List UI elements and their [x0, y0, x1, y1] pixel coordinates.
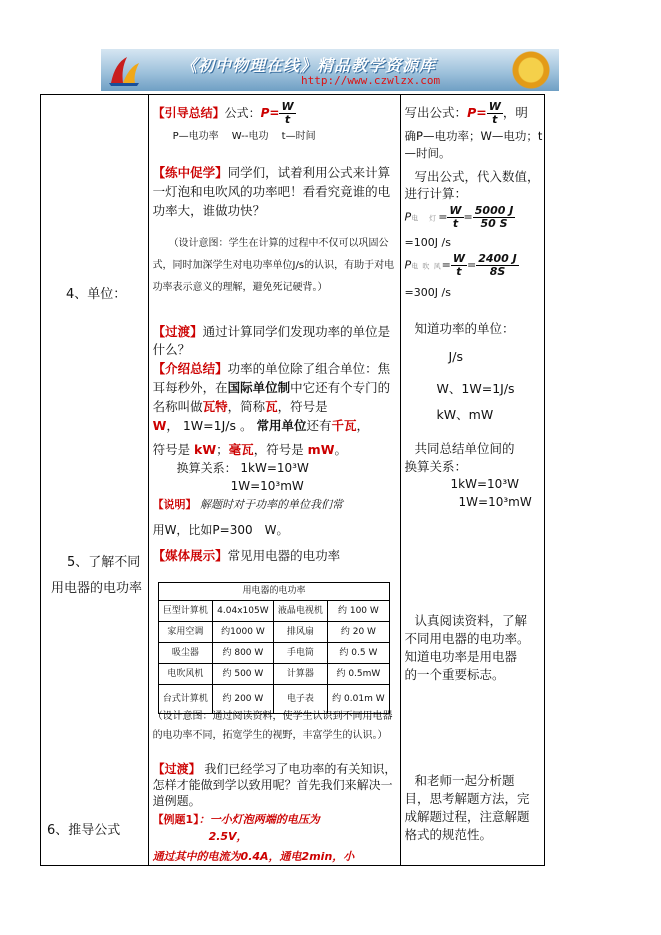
- header-banner: [101, 49, 559, 91]
- calc-dryer: P电 吹 风= $\frac{W}{t}$ = $\frac{2400 J}{8S}$: [404, 252, 517, 278]
- analyze-example-2: 目，思考解题方法，完: [404, 791, 530, 806]
- calc-dryer-result: =300J /s: [404, 286, 451, 299]
- transition-2: 【过渡】 我们已经学习了电功率的有关知识，怎样才能做到学以致用呢？首先我们来解决一道例题。: [152, 762, 397, 808]
- unit-watt-relation: W、1W=1J/s: [436, 381, 515, 396]
- unit-symbol-line: 符号是 kW；毫瓦，符号是 mW。: [152, 442, 348, 457]
- student-formula-defs: 确P—电功率；W—电功；t: [404, 129, 543, 143]
- table-row: 电吹风机 约 500 W 计算器 约 0.5mW: [159, 664, 390, 685]
- unit-js: J/s: [448, 349, 463, 364]
- media-display: 【媒体展示】常见用电器的电功率: [152, 548, 341, 563]
- power-table-header: 用电器的电功率: [159, 583, 390, 601]
- design-intent-1: （设计意图：学生在计算的过程中不仅可以巩固公式，同时加深学生对电功率单位J/s的认识，有助于对电功率表示意义的理解，避免死记硬背。）: [152, 238, 395, 293]
- formula-summary: 【引导总结】公式：P= $\frac{W}{t}$: [152, 100, 294, 126]
- left-column: [41, 95, 149, 866]
- table-row: 巨型计算机 4.04x105W 液晶电视机 约 100 W: [159, 601, 390, 622]
- student-formula: 写出公式：P= $\frac{W}{t}$ ，明: [404, 100, 528, 126]
- middle-column: [148, 95, 400, 866]
- calc-lamp: P电 灯= $\frac{W}{t}$ = $\frac{5000 J}{50 S}$: [404, 204, 514, 230]
- banner-url[interactable]: http://www.czwlzx.com: [301, 74, 441, 87]
- example-1-voltage: 2.5V，: [208, 830, 248, 843]
- example-1-line2: 通过其中的电流为0.4A，通电2min，小: [152, 850, 355, 863]
- appliance-power-table: [158, 582, 390, 714]
- calc-instruction-2: 进行计算：: [404, 186, 468, 201]
- conversion-1: 换算关系： 1kW=10³W: [176, 461, 309, 475]
- unit-know: 知道功率的单位：: [414, 321, 515, 336]
- row-unit-label: 4、单位：: [66, 287, 127, 302]
- flower-decoration: [489, 49, 559, 91]
- transition-1: 【过渡】通过计算同学们发现功率的单位是什么？: [152, 324, 391, 357]
- explanation-1: 【说明】 解题时对于功率的单位我们常: [152, 498, 344, 511]
- table-row: 吸尘器 约 800 W 手电筒 约 0.5 W: [159, 643, 390, 664]
- calc-instruction: 写出公式，代入数值，: [414, 169, 540, 184]
- formula-definitions: P—电功率 W--电功 t—时间: [172, 131, 316, 142]
- calc-lamp-result: =100J /s: [404, 236, 451, 249]
- conversion-2: 1W=10³mW: [230, 479, 304, 493]
- design-intent-2: （设计意图：通过阅读资料，使学生认识到不同用电器的电功率不同，拓宽学生的视野，丰富学生的认识。）: [152, 711, 393, 741]
- right-column: [400, 95, 544, 866]
- formula-fraction: $\frac{W}{t}$: [281, 100, 294, 126]
- example-1-line1: 【例题1】：一小灯泡两端的电压为: [152, 813, 320, 826]
- unit-introduction: 【介绍总结】功率的单位除了组合单位：焦耳每秒外，在国际单位制中它还有个专门的名称叫做瓦特，简称瓦，符号是: [152, 361, 391, 414]
- row-appliance-label-2: 用电器的电功率: [51, 581, 143, 596]
- unit-watt-line: W， 1W=1J/s 。 常用单位还有千瓦，: [152, 418, 369, 433]
- table-row: 家用空调 约1000 W 排风扇 约 20 W: [159, 622, 390, 643]
- explanation-2: 用W，比如P=300 W。: [152, 523, 289, 537]
- read-material-4: 的一个重要标志。: [404, 667, 505, 682]
- table-row: 台式计算机 约 200 W 电子表 约 0.01m W: [159, 685, 390, 714]
- analyze-example-4: 格式的规范性。: [404, 827, 493, 842]
- summary-relation: 共同总结单位间的: [414, 441, 515, 456]
- row-appliance-label-1: 5、了解不同: [67, 555, 141, 570]
- practice-section: 【练中促学】同学们，试着利用公式来计算一灯泡和电吹风的功率吧！看看究竟谁的电功率大，谁做功快？: [152, 165, 391, 218]
- banner-title: 《初中物理在线》精品教学资源库: [181, 56, 437, 75]
- read-material-2: 不同用电器的电功率。: [404, 631, 530, 646]
- lesson-table: [40, 94, 545, 866]
- student-formula-time: —时间。: [404, 146, 451, 160]
- row-derive-label: 6、推导公式: [47, 823, 121, 838]
- summary-conv-2: 1W=10³mW: [458, 495, 532, 509]
- read-material-3: 知道电功率是用电器: [404, 649, 518, 664]
- summary-conv-1: 1kW=10³W: [450, 477, 519, 491]
- analyze-example-3: 成解题过程，注意解题: [404, 809, 530, 824]
- analyze-example: 和老师一起分析题: [414, 773, 515, 788]
- logo-icon: [107, 53, 141, 87]
- summary-relation-2: 换算关系：: [404, 459, 468, 474]
- unit-kw-mw: kW、mW: [436, 407, 494, 422]
- read-material: 认真阅读资料，了解: [414, 613, 528, 628]
